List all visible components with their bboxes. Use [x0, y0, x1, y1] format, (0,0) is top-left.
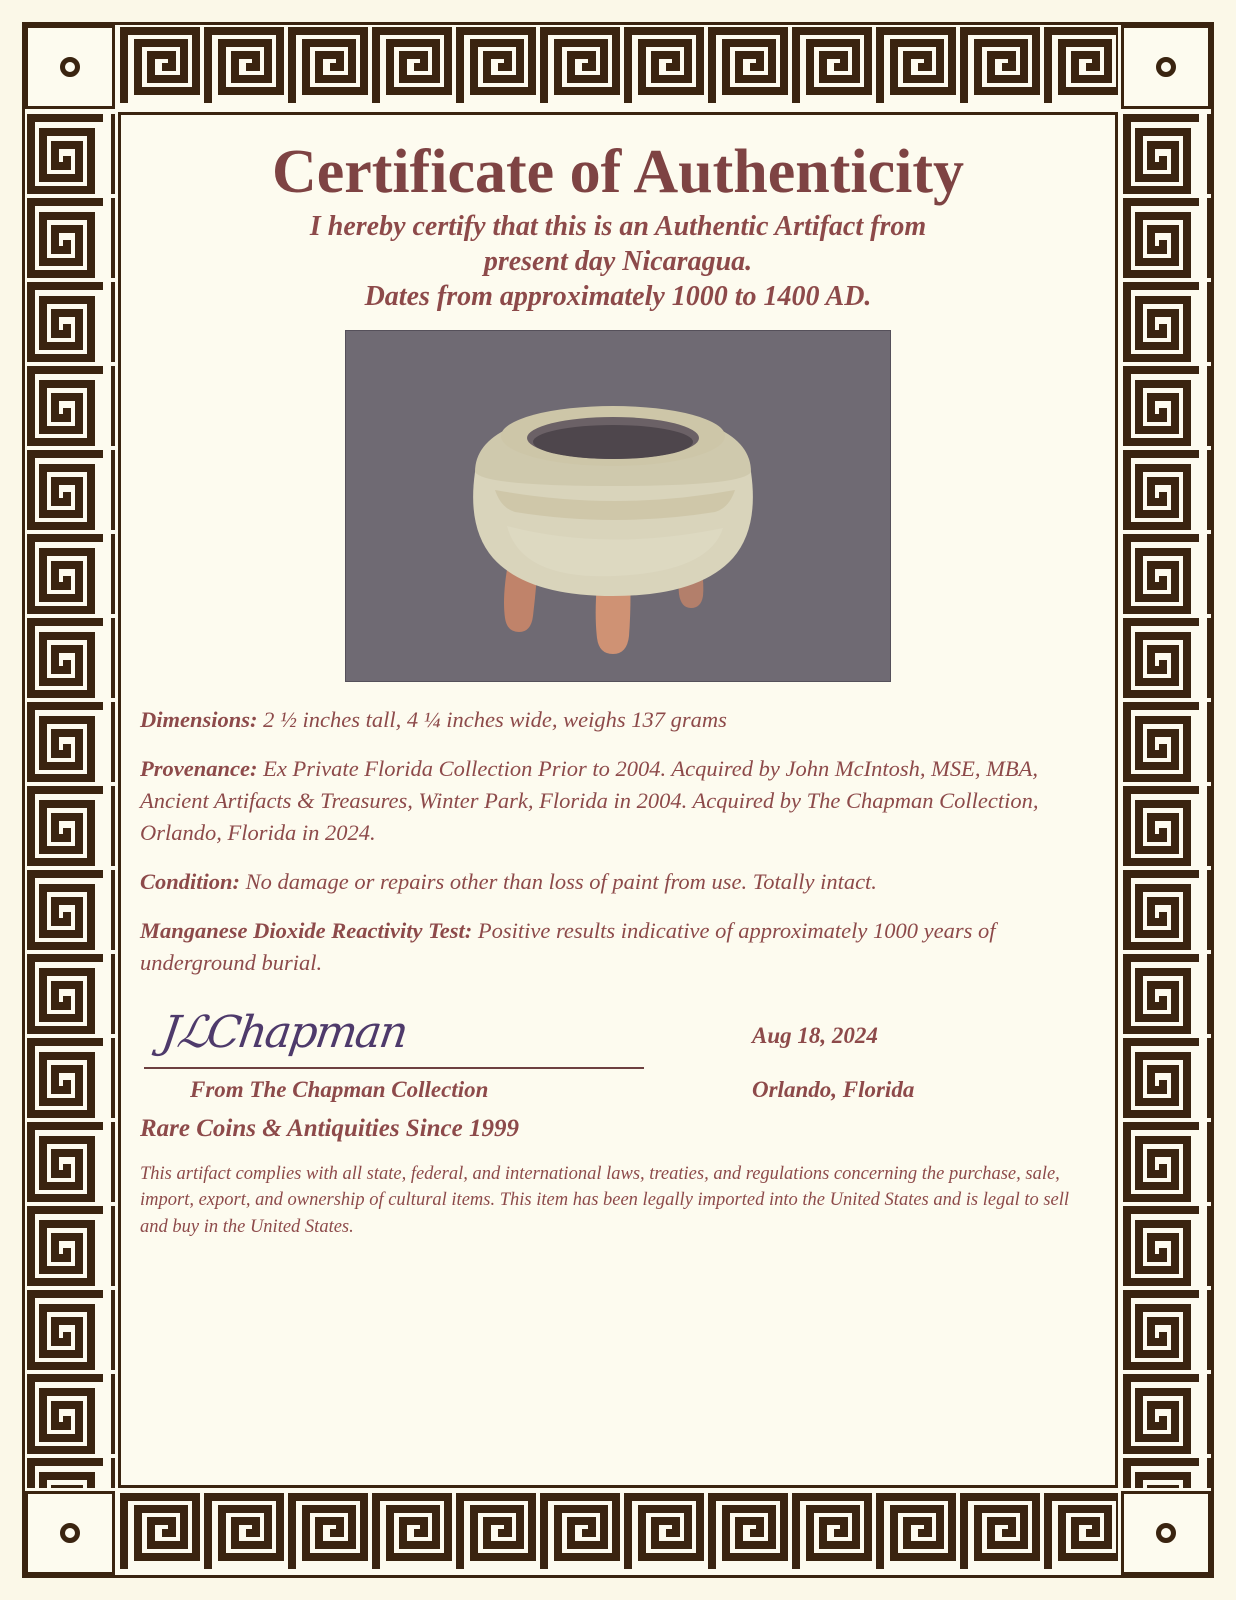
detail-provenance — [140, 753, 1096, 849]
legal-disclaimer: This artifact complies with all state, federal, and international laws, treaties, and regulations concerning the purchase, sale, import, export, and ownership of cultural items. This item has been legally imported into the United States and is legal to sell and buy in the United States. — [140, 1163, 1070, 1238]
signature-date: Aug 18, 2024 — [752, 1022, 878, 1048]
signature-caption: From The Chapman Collection — [190, 1076, 489, 1102]
greek-key-border-bottom — [118, 1491, 1118, 1575]
corner-medallion-top-left — [25, 25, 115, 109]
detail-reactivity-test-value: Positive results indicative of approximately 1000 years of underground burial. — [140, 917, 996, 975]
artifact-details — [140, 704, 1096, 979]
detail-provenance-label: Provenance: — [140, 756, 258, 782]
page-title: Certificate of Authenticity — [271, 138, 965, 206]
statement-line-3: Dates from approximately 1000 to 1400 AD. — [364, 281, 872, 313]
business-tagline: Rare Coins & Antiquities Since 1999 — [140, 1114, 520, 1142]
statement-line-1: I hereby certify that this is an Authentic Artifact from — [309, 211, 927, 243]
statement-line-2: present day Nicaragua. — [483, 246, 753, 278]
signature-line — [144, 1067, 644, 1069]
detail-dimensions — [140, 704, 1096, 736]
greek-key-border-right — [1121, 112, 1211, 1488]
corner-medallion-bottom-left — [25, 1491, 115, 1575]
detail-condition-label: Condition: — [140, 868, 241, 894]
signature-mark: JℒChapman — [158, 1006, 410, 1058]
corner-medallion-bottom-right — [1121, 1491, 1211, 1575]
signature-place: Orlando, Florida — [752, 1076, 915, 1102]
detail-provenance-value: Ex Private Florida Collection Prior to 2004. Acquired by John McIntosh, MSE, MBA, Ancient Artifacts & Treasures, Winter Park, Florida in 2004. Acquired by The Chapman Collection, Orlando, Florida in 2024. — [140, 756, 1039, 845]
signature-block — [140, 1005, 1096, 1101]
detail-dimensions-label: Dimensions: — [140, 707, 258, 733]
artifact-photo — [345, 330, 891, 682]
greek-key-border-left — [25, 112, 115, 1488]
certificate-content — [128, 122, 1108, 1478]
artifact-photo-image — [345, 330, 891, 682]
detail-reactivity-test — [140, 915, 1096, 979]
corner-medallion-top-right — [1121, 25, 1211, 109]
detail-reactivity-test-label: Manganese Dioxide Reactivity Test: — [140, 917, 473, 943]
detail-condition-value: No damage or repairs other than loss of paint from use. Totally intact. — [240, 868, 877, 894]
detail-dimensions-value: 2 ½ inches tall, 4 ¼ inches wide, weighs 137 grams — [257, 707, 727, 733]
certificate-statement — [200, 209, 1036, 314]
greek-key-border-top — [118, 25, 1118, 109]
detail-condition — [140, 866, 1096, 898]
